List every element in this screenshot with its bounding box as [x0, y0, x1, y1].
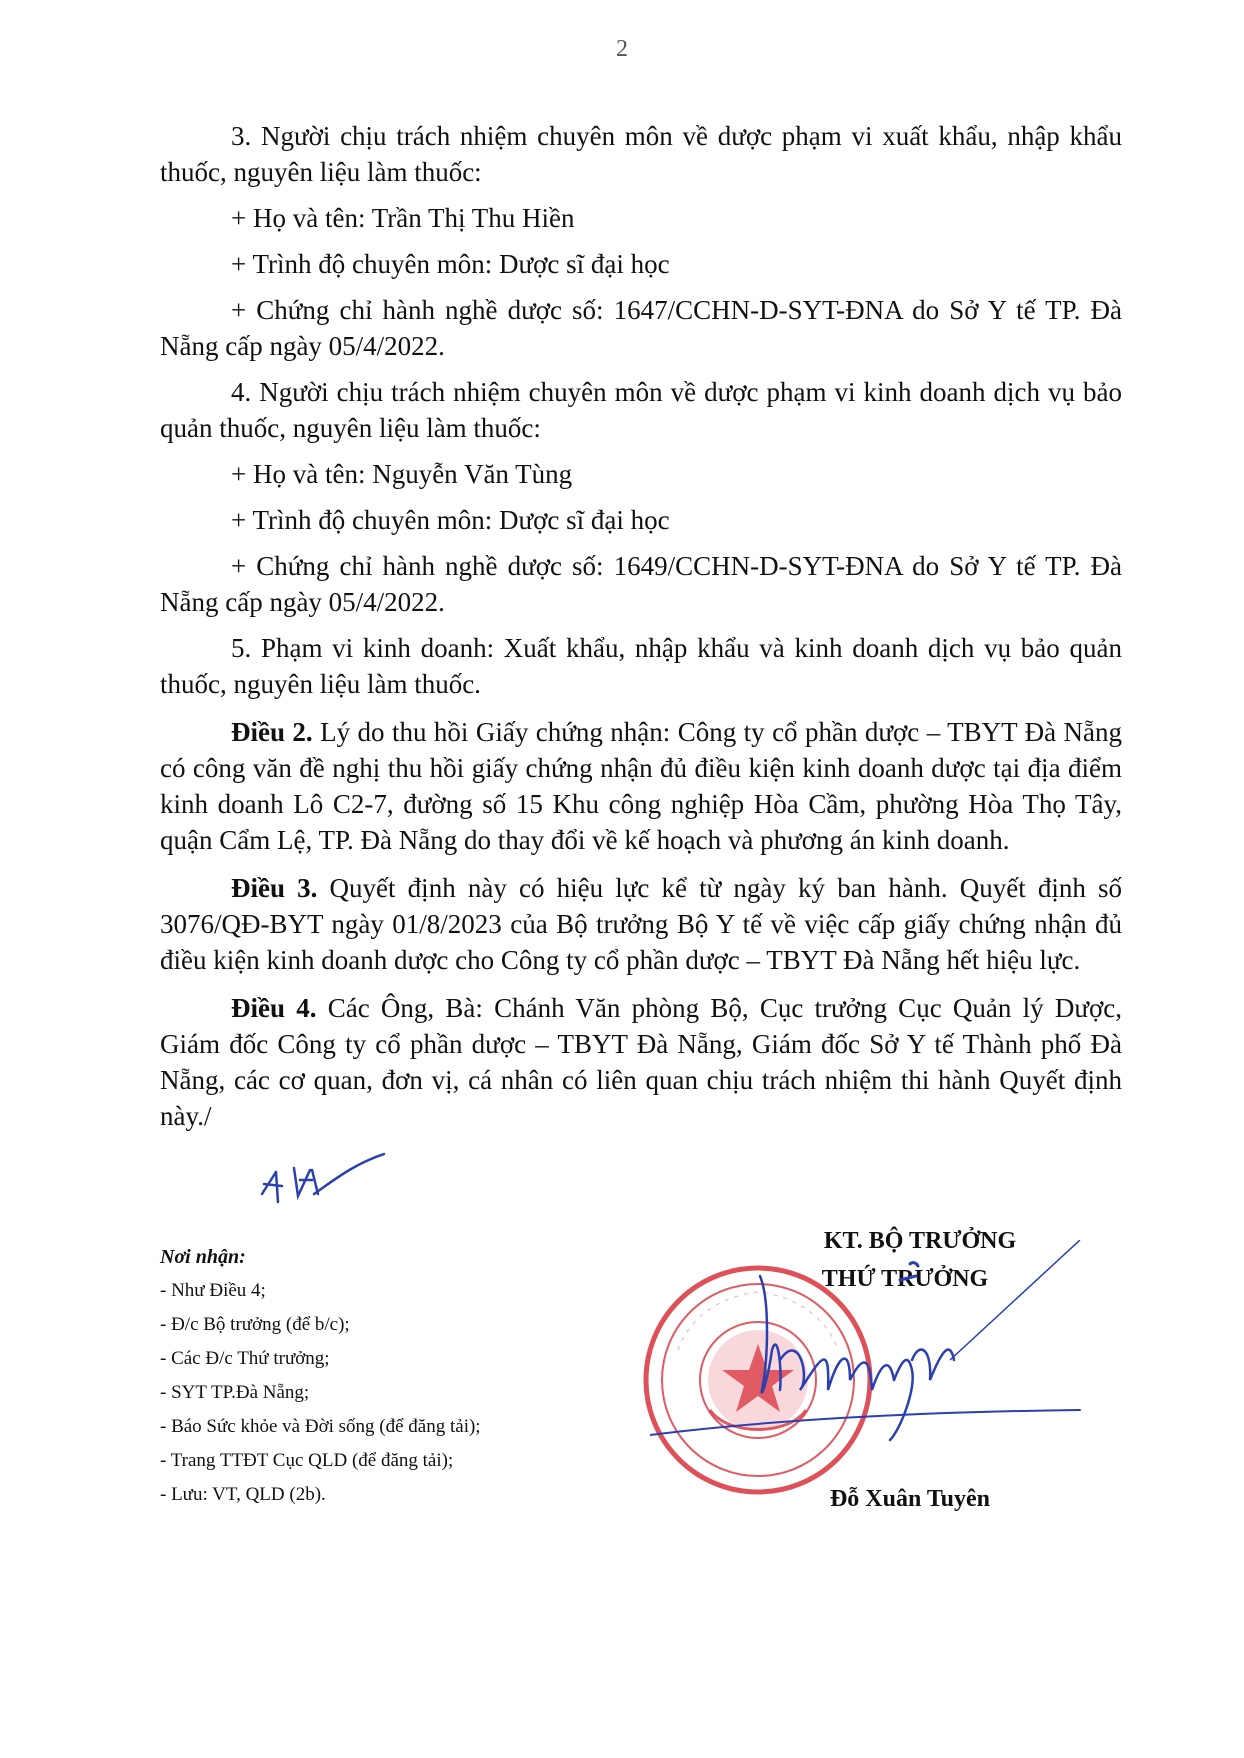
- recipient-item: - Trang TTĐT Cục QLD (để đăng tải);: [160, 1450, 454, 1471]
- article3-paragraph: [160, 870, 1122, 978]
- recipient-item: - Đ/c Bộ trưởng (để b/c);: [160, 1314, 350, 1335]
- article4-text: Các Ông, Bà: Chánh Văn phòng Bộ, Cục trưởng Cục Quản lý Dược, Giám đốc Công ty cổ phần dược – TBYT Đà Nẵng, Giám đốc Sở Y tế Thành phố Đà Nẵng, các cơ quan, đơn vị, cá nhân có liên quan chịu trách nhiệm thi hành Quyết định này./: [160, 993, 1122, 1131]
- recipient-item: - Lưu: VT, QLD (2b).: [160, 1484, 326, 1505]
- signature-line2: THỨ TRƯỞNG: [821, 1266, 989, 1292]
- article2-text: Lý do thu hồi Giấy chứng nhận: Công ty cổ phần dược – TBYT Đà Nẵng có công văn đề nghị thu hồi giấy chứng nhận đủ điều kiện kinh doanh dược tại địa điểm kinh doanh Lô C2-7, đường số 15 Khu công nghiệp Hòa Cầm, phường Hòa Thọ Tây, quận Cẩm Lệ, TP. Đà Nẵng do thay đổi về kế hoạch và phương án kinh doanh.: [160, 717, 1122, 855]
- section5-text: 5. Phạm vi kinh doanh: Xuất khẩu, nhập khẩu và kinh doanh dịch vụ bảo quản thuốc, nguyên liệu làm thuốc.: [160, 633, 1122, 699]
- section4-name: + Họ và tên: Nguyễn Văn Tùng: [231, 459, 573, 489]
- handwritten-initials-mark: [254, 1150, 394, 1210]
- recipient-item: - Báo Sức khỏe và Đời sống (để đăng tải);: [160, 1416, 481, 1437]
- section3-qualification: + Trình độ chuyên môn: Dược sĩ đại học: [231, 249, 670, 279]
- article2-label: Điều 2.: [231, 717, 313, 747]
- article4-label: Điều 4.: [231, 993, 317, 1023]
- article4-paragraph: [160, 990, 1122, 1134]
- recipients-heading: Nơi nhận:: [160, 1246, 246, 1268]
- signature-line1: KT. BỘ TRƯỞNG: [823, 1228, 1017, 1254]
- section3-certificate: + Chứng chỉ hành nghề dược số: 1647/CCHN-D-SYT-ĐNA do Sở Y tế TP. Đà Nẵng cấp ngày 05/4/2022.: [160, 295, 1122, 361]
- recipient-item: - Các Đ/c Thứ trưởng;: [160, 1348, 330, 1369]
- document-body: [160, 118, 1122, 1134]
- recipient-item: - SYT TP.Đà Nẵng;: [160, 1382, 310, 1403]
- section4-certificate: + Chứng chỉ hành nghề dược số: 1649/CCHN-D-SYT-ĐNA do Sở Y tế TP. Đà Nẵng cấp ngày 05/4/2022.: [160, 551, 1122, 617]
- recipient-item: - Như Điều 4;: [160, 1280, 266, 1301]
- section3-name: + Họ và tên: Trần Thị Thu Hiền: [231, 203, 575, 233]
- page-number: 2: [616, 36, 628, 62]
- article3-label: Điều 3.: [231, 873, 318, 903]
- section3-heading: 3. Người chịu trách nhiệm chuyên môn về dược phạm vi xuất khẩu, nhập khẩu thuốc, nguyên liệu làm thuốc:: [160, 121, 1122, 187]
- handwritten-signature: [650, 1240, 1120, 1470]
- section4-qualification: + Trình độ chuyên môn: Dược sĩ đại học: [231, 505, 670, 535]
- article3-text: Quyết định này có hiệu lực kể từ ngày ký ban hành. Quyết định số 3076/QĐ-BYT ngày 01/8/2023 của Bộ trưởng Bộ Y tế về việc cấp giấy chứng nhận đủ điều kiện kinh doanh dược cho Công ty cổ phần dược – TBYT Đà Nẵng hết hiệu lực.: [160, 873, 1123, 975]
- signer-name: Đỗ Xuân Tuyên: [829, 1486, 991, 1512]
- section4-heading: 4. Người chịu trách nhiệm chuyên môn về dược phạm vi kinh doanh dịch vụ bảo quản thuốc, nguyên liệu làm thuốc:: [160, 377, 1122, 443]
- recipients-block: [160, 1240, 640, 1512]
- article2-paragraph: [160, 714, 1122, 858]
